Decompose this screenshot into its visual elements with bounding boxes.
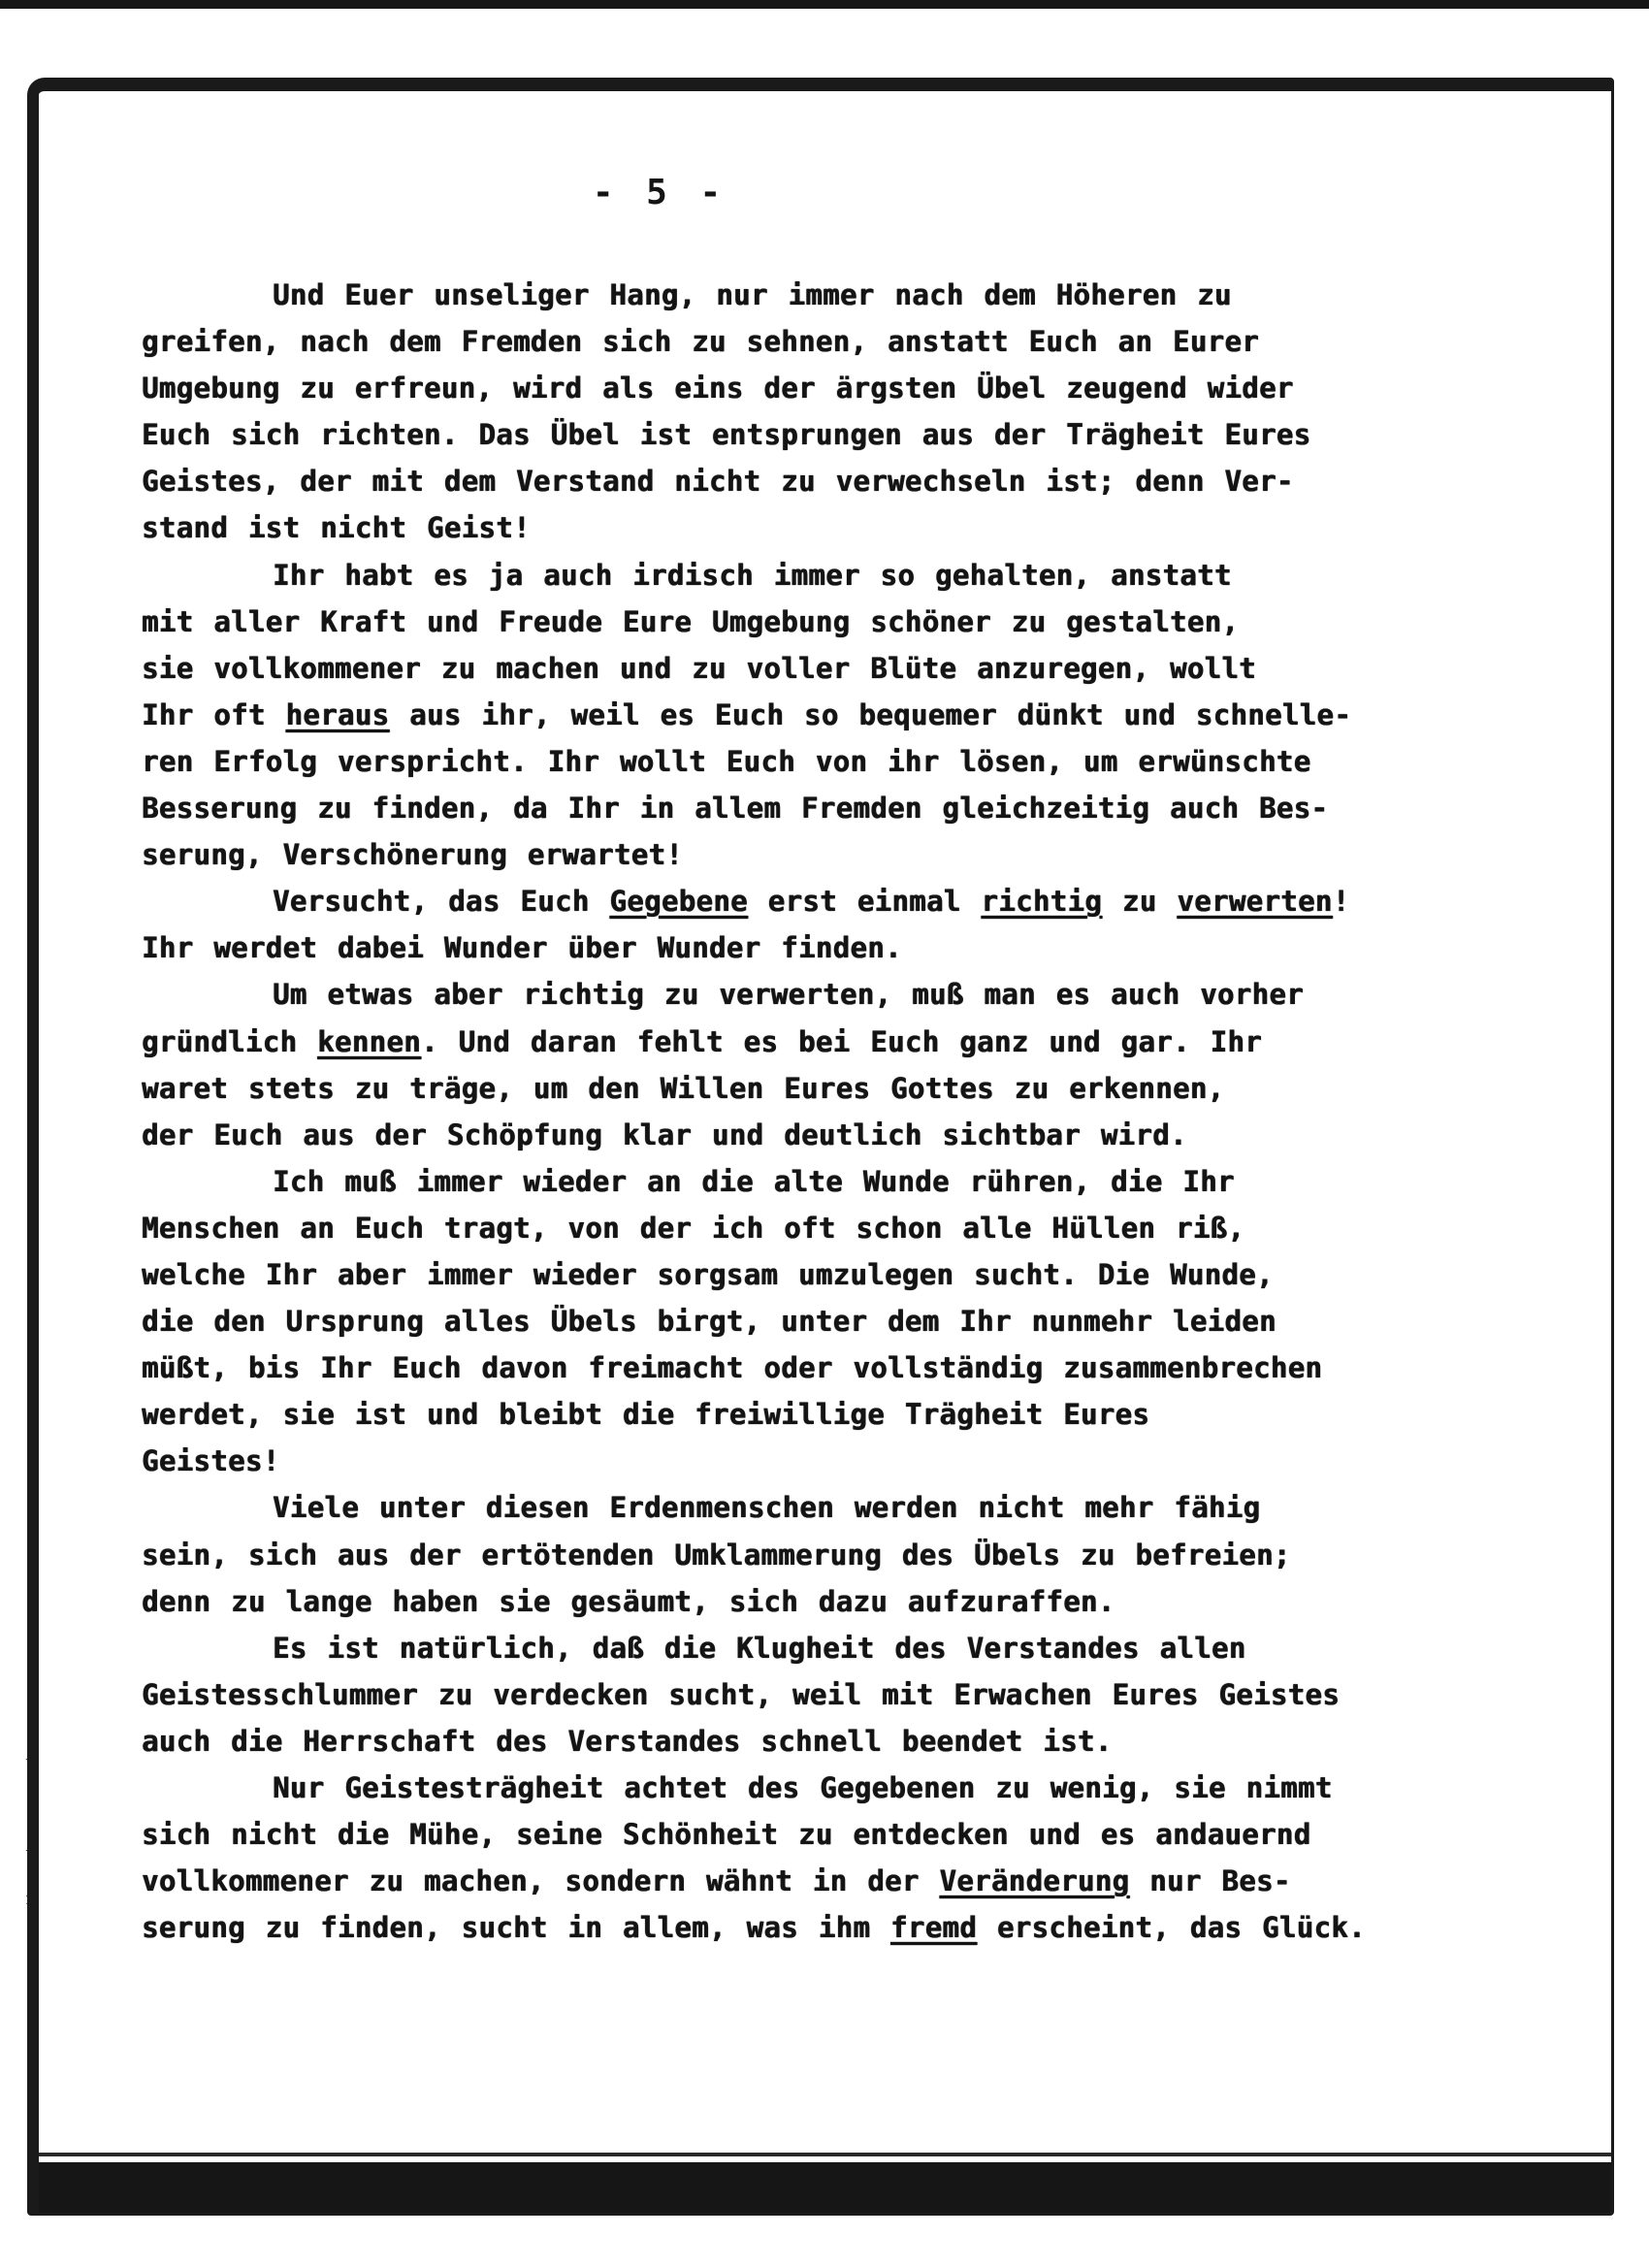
text-line (142, 599, 1437, 645)
text-segment: serung zu finden, sucht in allem, was ihm (142, 1911, 890, 1945)
text-segment: zu (1102, 885, 1178, 919)
text-line (142, 1765, 1437, 1811)
text-segment: Euch sich richten. Das Übel ist entsprungen aus der Trägheit Eures (142, 418, 1311, 452)
scan-bottom-shadow (39, 2162, 1611, 2213)
text-segment: mit aller Kraft und Freude Eure Umgebung schöner zu gestalten, (142, 604, 1240, 638)
text-line (142, 878, 1437, 924)
text-line (142, 1484, 1437, 1531)
text-segment: Und Euer unseliger Hang, nur immer nach dem Höheren zu (273, 278, 1232, 311)
text-line (142, 1251, 1437, 1298)
text-line (142, 1205, 1437, 1251)
text-line (142, 1718, 1437, 1765)
text-line (142, 1578, 1437, 1625)
text-segment: Ihr werdet dabei Wunder über Wunder finden. (142, 931, 902, 965)
text-segment: Es ist natürlich, daß die Klugheit des Verstandes allen (273, 1631, 1246, 1665)
text-segment: ren Erfolg verspricht. Ihr wollt Euch von ihr lösen, um erwünschte (142, 744, 1311, 778)
text-segment: die den Ursprung alles Übels birgt, unter dem Ihr nunmehr leiden (142, 1305, 1277, 1339)
text-segment: greifen, nach dem Fremden sich zu sehnen, anstatt Euch an Eurer (142, 325, 1259, 359)
text-segment: stand ist nicht Geist! (142, 511, 531, 545)
text-segment: werdet, sie ist und bleibt die freiwillige Trägheit Eures (142, 1398, 1150, 1432)
text-segment: auch die Herrschaft des Verstandes schnell beendet ist. (142, 1724, 1113, 1758)
text-line (142, 1532, 1437, 1578)
underlined-word: heraus (285, 697, 390, 731)
text-segment: . Und daran fehlt es bei Euch ganz und gar. Ihr (420, 1024, 1263, 1058)
text-segment: Versucht, das Euch (273, 885, 610, 919)
text-segment: erst einmal (747, 885, 982, 919)
text-segment: Ich muß immer wieder an die alte Wunde rühren, die Ihr (273, 1164, 1235, 1198)
text-segment: ! (1332, 885, 1350, 919)
text-segment: Viele unter diesen Erdenmenschen werden nicht mehr fähig (273, 1491, 1261, 1525)
text-segment: Ihr habt es ja auch irdisch immer so gehalten, anstatt (273, 558, 1232, 592)
text-segment: sein, sich aus der ertötenden Umklammerung des Übels zu befreien; (142, 1538, 1291, 1571)
text-line (142, 785, 1437, 831)
text-line (142, 1019, 1437, 1065)
text-line (142, 1065, 1437, 1112)
text-segment: aus ihr, weil es Euch so bequemer dünkt und schnelle- (389, 697, 1352, 731)
text-line (142, 458, 1437, 504)
text-line (142, 738, 1437, 785)
text-line (142, 365, 1437, 411)
text-line (142, 318, 1437, 365)
body-text (142, 272, 1437, 1951)
text-segment: gründlich (142, 1024, 318, 1058)
text-line (142, 1858, 1437, 1904)
text-segment: welche Ihr aber immer wieder sorgsam umzulegen sucht. Die Wunde, (142, 1257, 1274, 1291)
text-segment: Besserung zu finden, da Ihr in allem Fremden gleichzeitig auch Bes- (142, 792, 1329, 826)
text-segment: vollkommener zu machen, sondern wähnt in der (142, 1864, 940, 1898)
text-line (142, 831, 1437, 878)
text-segment: serung, Verschönerung erwartet! (142, 838, 684, 872)
text-line (142, 1811, 1437, 1858)
underlined-word: Gegebene (609, 885, 748, 919)
underlined-word: fremd (890, 1911, 978, 1945)
text-line (142, 1438, 1437, 1484)
text-line (142, 1391, 1437, 1438)
text-segment: Umgebung zu erfreun, wird als eins der ärgsten Übel zeugend wider (142, 372, 1294, 405)
text-line (142, 1671, 1437, 1718)
text-line (142, 1112, 1437, 1158)
underlined-word: kennen (317, 1024, 421, 1058)
page-number: - 5 - (592, 173, 728, 212)
text-segment: erscheint, das Glück. (977, 1911, 1366, 1945)
text-line (142, 692, 1437, 738)
text-line (142, 411, 1437, 458)
text-line (142, 272, 1437, 318)
text-segment: sie vollkommener zu machen und zu voller Blüte anzuregen, wollt (142, 651, 1256, 685)
text-segment: nur Bes- (1129, 1864, 1291, 1898)
text-line (142, 1625, 1437, 1671)
text-segment: der Euch aus der Schöpfung klar und deutlich sichtbar wird. (142, 1118, 1187, 1151)
text-segment: denn zu lange haben sie gesäumt, sich dazu aufzuraffen. (142, 1584, 1116, 1618)
underlined-word: richtig (981, 885, 1103, 919)
text-line (142, 1345, 1437, 1391)
text-line (142, 1298, 1437, 1345)
text-line (142, 645, 1437, 692)
text-segment: sich nicht die Mühe, seine Schönheit zu entdecken und es andauernd (142, 1818, 1311, 1852)
text-line (142, 1904, 1437, 1951)
text-segment: Nur Geistesträgheit achtet des Gegebenen zu wenig, sie nimmt (273, 1771, 1333, 1804)
text-line (142, 971, 1437, 1018)
text-segment: müßt, bis Ihr Euch davon freimacht oder vollständig zusammenbrechen (142, 1351, 1323, 1385)
text-line (142, 504, 1437, 551)
text-segment: Geistesschlummer zu verdecken sucht, weil mit Erwachen Eures Geistes (142, 1677, 1341, 1711)
text-segment: Geistes, der mit dem Verstand nicht zu verwechseln ist; denn Ver- (142, 465, 1294, 499)
text-segment: Geistes! (142, 1444, 280, 1478)
text-segment: Menschen an Euch tragt, von der ich oft schon alle Hüllen riß, (142, 1211, 1245, 1245)
text-segment: Um etwas aber richtig zu verwerten, muß man es auch vorher (273, 978, 1304, 1012)
underlined-word: Veränderung (939, 1864, 1130, 1898)
text-segment: waret stets zu träge, um den Willen Eures Gottes zu erkennen, (142, 1071, 1225, 1105)
text-line (142, 1158, 1437, 1205)
text-line (142, 552, 1437, 599)
text-line (142, 924, 1437, 971)
underlined-word: verwerten (1177, 885, 1333, 919)
scan-top-edge (0, 0, 1649, 9)
text-segment: Ihr oft (142, 697, 286, 731)
